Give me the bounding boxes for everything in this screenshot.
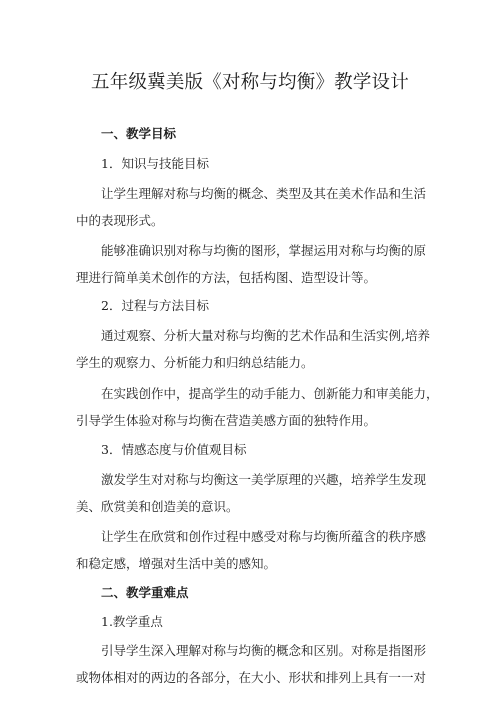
paragraph-line: 让学生理解对称与均衡的概念、类型及其在美术作品和生活 bbox=[101, 186, 427, 201]
section-heading-key-difficult-points: 二、教学重难点 bbox=[101, 585, 189, 600]
paragraph-line: 让学生在欣赏和创作过程中感受对称与均衡所蕴含的秩序感 bbox=[101, 529, 427, 544]
paragraph-line: 能够准确识别对称与均衡的图形，掌握运用对称与均衡的原 bbox=[101, 243, 427, 258]
paragraph-line: 学生的观察力、分析能力和归纳总结能力。 bbox=[76, 355, 314, 370]
paragraph-line: 理进行简单美术创作的方法，包括构图、造型设计等。 bbox=[76, 270, 377, 285]
subheading-emotion-values: 3．情感态度与价值观目标 bbox=[101, 442, 247, 457]
paragraph-line: 在实践创作中，提高学生的动手能力、创新能力和审美能力， bbox=[101, 386, 439, 401]
subheading-process-methods: 2．过程与方法目标 bbox=[101, 298, 209, 313]
subheading-knowledge-skills: 1．知识与技能目标 bbox=[101, 156, 209, 171]
document-title: 五年级冀美版《对称与均衡》教学设计 bbox=[91, 72, 409, 93]
paragraph-line: 中的表现形式。 bbox=[76, 213, 164, 228]
section-heading-objectives: 一、教学目标 bbox=[101, 126, 177, 141]
paragraph-line: 美、欣赏美和创造美的意识。 bbox=[76, 499, 239, 514]
paragraph-line: 激发学生对对称与均衡这一美学原理的兴趣，培养学生发现 bbox=[101, 472, 427, 487]
paragraph-line: 通过观察、分析大量对称与均衡的艺术作品和生活实例,培养 bbox=[101, 328, 430, 343]
paragraph-line: 和稳定感，增强对生活中美的感知。 bbox=[76, 556, 277, 571]
paragraph-line: 引导学生体验对称与均衡在营造美感方面的独特作用。 bbox=[76, 413, 377, 428]
paragraph-line: 或物体相对的两边的各部分，在大小、形状和排列上具有一一对 bbox=[76, 670, 427, 685]
paragraph-line: 引导学生深入理解对称与均衡的概念和区别。对称是指图形 bbox=[101, 643, 427, 658]
subheading-key-points: 1.教学重点 bbox=[101, 614, 163, 629]
